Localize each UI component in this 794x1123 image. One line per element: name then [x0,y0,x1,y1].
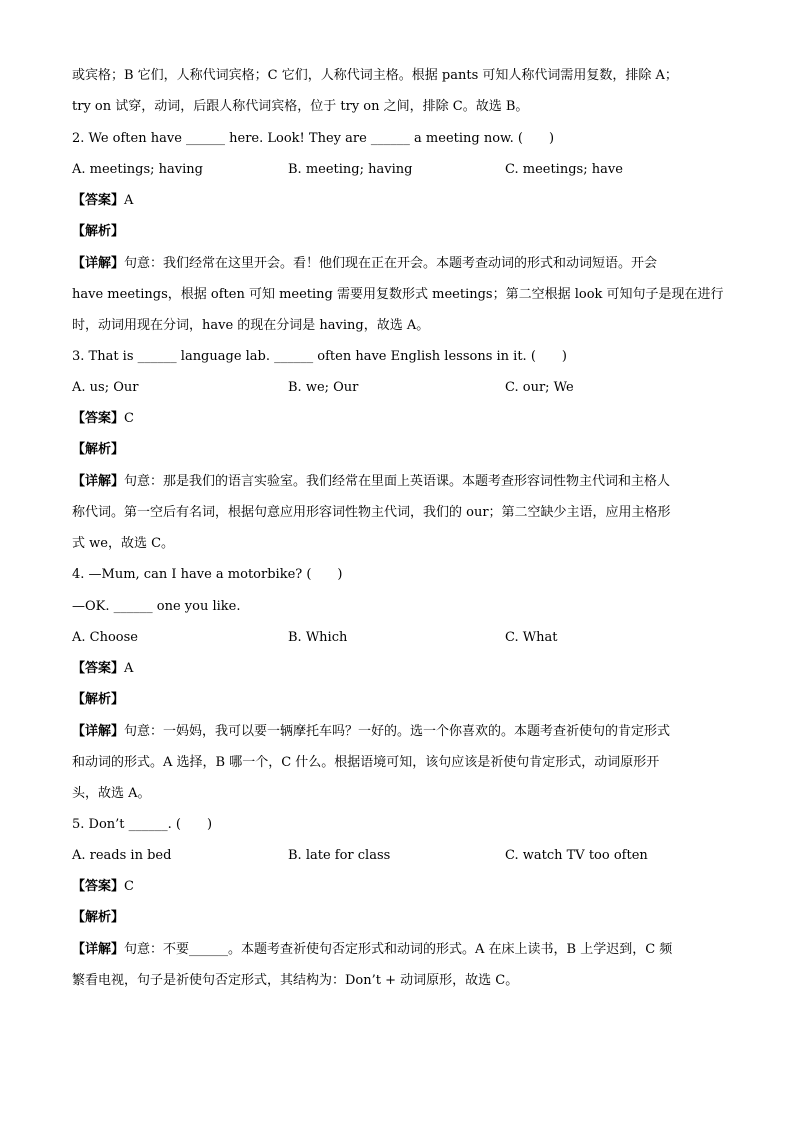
question-4-detail [72,723,722,741]
question-4-detail-line: 和动词的形式。A 选择，B 哪一个，C 什么。根据语境可知，该句应该是祈使句肯定形式，动词原形开 [72,755,660,770]
question-3-answer [72,410,722,428]
answer-tag: 【答案】 [72,411,125,426]
question-4-stem-line: —OK. ______ one you like. [72,599,241,614]
question-4-option-b: B. Which [288,630,348,645]
question-2-option-b: B. meeting; having [288,162,413,177]
answer-value: C [124,879,134,894]
detail-text: 句意：不要______。本题考查祈使句否定形式和动词的形式。A 在床上读书，B 上学迟到，C 频 [124,942,673,957]
answer-value: C [124,411,134,426]
detail-text: 句意：那是我们的语言实验室。我们经常在里面上英语课。本题考查形容词性物主代词和主格人 [124,474,671,489]
answer-tag: 【答案】 [72,193,125,208]
question-5-detail [72,941,722,959]
question-5-option-a: A. reads in bed [72,848,172,863]
question-4-option-a: A. Choose [72,630,138,645]
question-3-option-a: A. us; Our [72,380,139,395]
question-2-analysis-tag: 【解析】 [72,224,125,239]
question-5-analysis-tag: 【解析】 [72,910,125,925]
question-3-option-c: C. our; We [505,380,574,395]
question-4-analysis-tag: 【解析】 [72,692,125,707]
question-3-option-b: B. we; Our [288,380,359,395]
question-5-option-c: C. watch TV too often [505,848,648,863]
answer-value: A [124,661,134,676]
question-3-stem: 3. That is ______ language lab. ______ often have English lessons in it. ( ) [72,349,567,364]
continuation-line: 或宾格；B 它们，人称代词宾格；C 它们，人称代词主格。根据 pants 可知人称代词需用复数，排除 A； [72,68,678,83]
continuation-line: try on 试穿，动词，后跟人称代词宾格，位于 try on 之间，排除 C。故选 B。 [72,99,529,114]
detail-tag: 【详解】 [72,942,125,957]
question-2-stem: 2. We often have ______ here. Look! They are ______ a meeting now. ( ) [72,131,555,146]
question-3-detail-line: 称代词。第一空后有名词，根据句意应用形容词性物主代词，我们的 our；第二空缺少主语，应用主格形 [72,505,671,520]
question-5-answer [72,878,722,896]
question-4-detail-line: 头，故选 A。 [72,786,151,801]
question-2-detail [72,255,722,273]
question-4-option-c: C. What [505,630,558,645]
question-2-option-a: A. meetings; having [72,162,203,177]
question-5-option-b: B. late for class [288,848,391,863]
answer-tag: 【答案】 [72,879,125,894]
detail-tag: 【详解】 [72,474,125,489]
answer-tag: 【答案】 [72,661,125,676]
question-5-detail-line: 繁看电视，句子是祈使句否定形式，其结构为：Don’t + 动词原形，故选 C。 [72,973,519,988]
question-3-detail-line: 式 we，故选 C。 [72,536,175,551]
question-4-stem: 4. —Mum, can I have a motorbike? ( ) [72,567,343,582]
detail-text: 句意：一妈妈，我可以要一辆摩托车吗？一好的。选一个你喜欢的。本题考查祈使句的肯定形式 [124,724,671,739]
answer-value: A [124,193,134,208]
question-5-stem: 5. Don’t ______. ( ) [72,817,213,832]
detail-text: 句意：我们经常在这里开会。看！他们现在正在开会。本题考查动词的形式和动词短语。开会 [124,256,658,271]
question-4-answer [72,660,722,678]
question-2-answer [72,192,722,210]
detail-tag: 【详解】 [72,724,125,739]
question-3-analysis-tag: 【解析】 [72,442,125,457]
question-2-detail-line: 时，动词用现在分词，have 的现在分词是 having，故选 A。 [72,318,430,333]
question-2-detail-line: have meetings，根据 often 可知 meeting 需要用复数形式 meetings；第二空根据 look 可知句子是现在进行 [72,287,724,302]
question-2-option-c: C. meetings; have [505,162,623,177]
question-3-detail [72,473,722,491]
detail-tag: 【详解】 [72,256,125,271]
